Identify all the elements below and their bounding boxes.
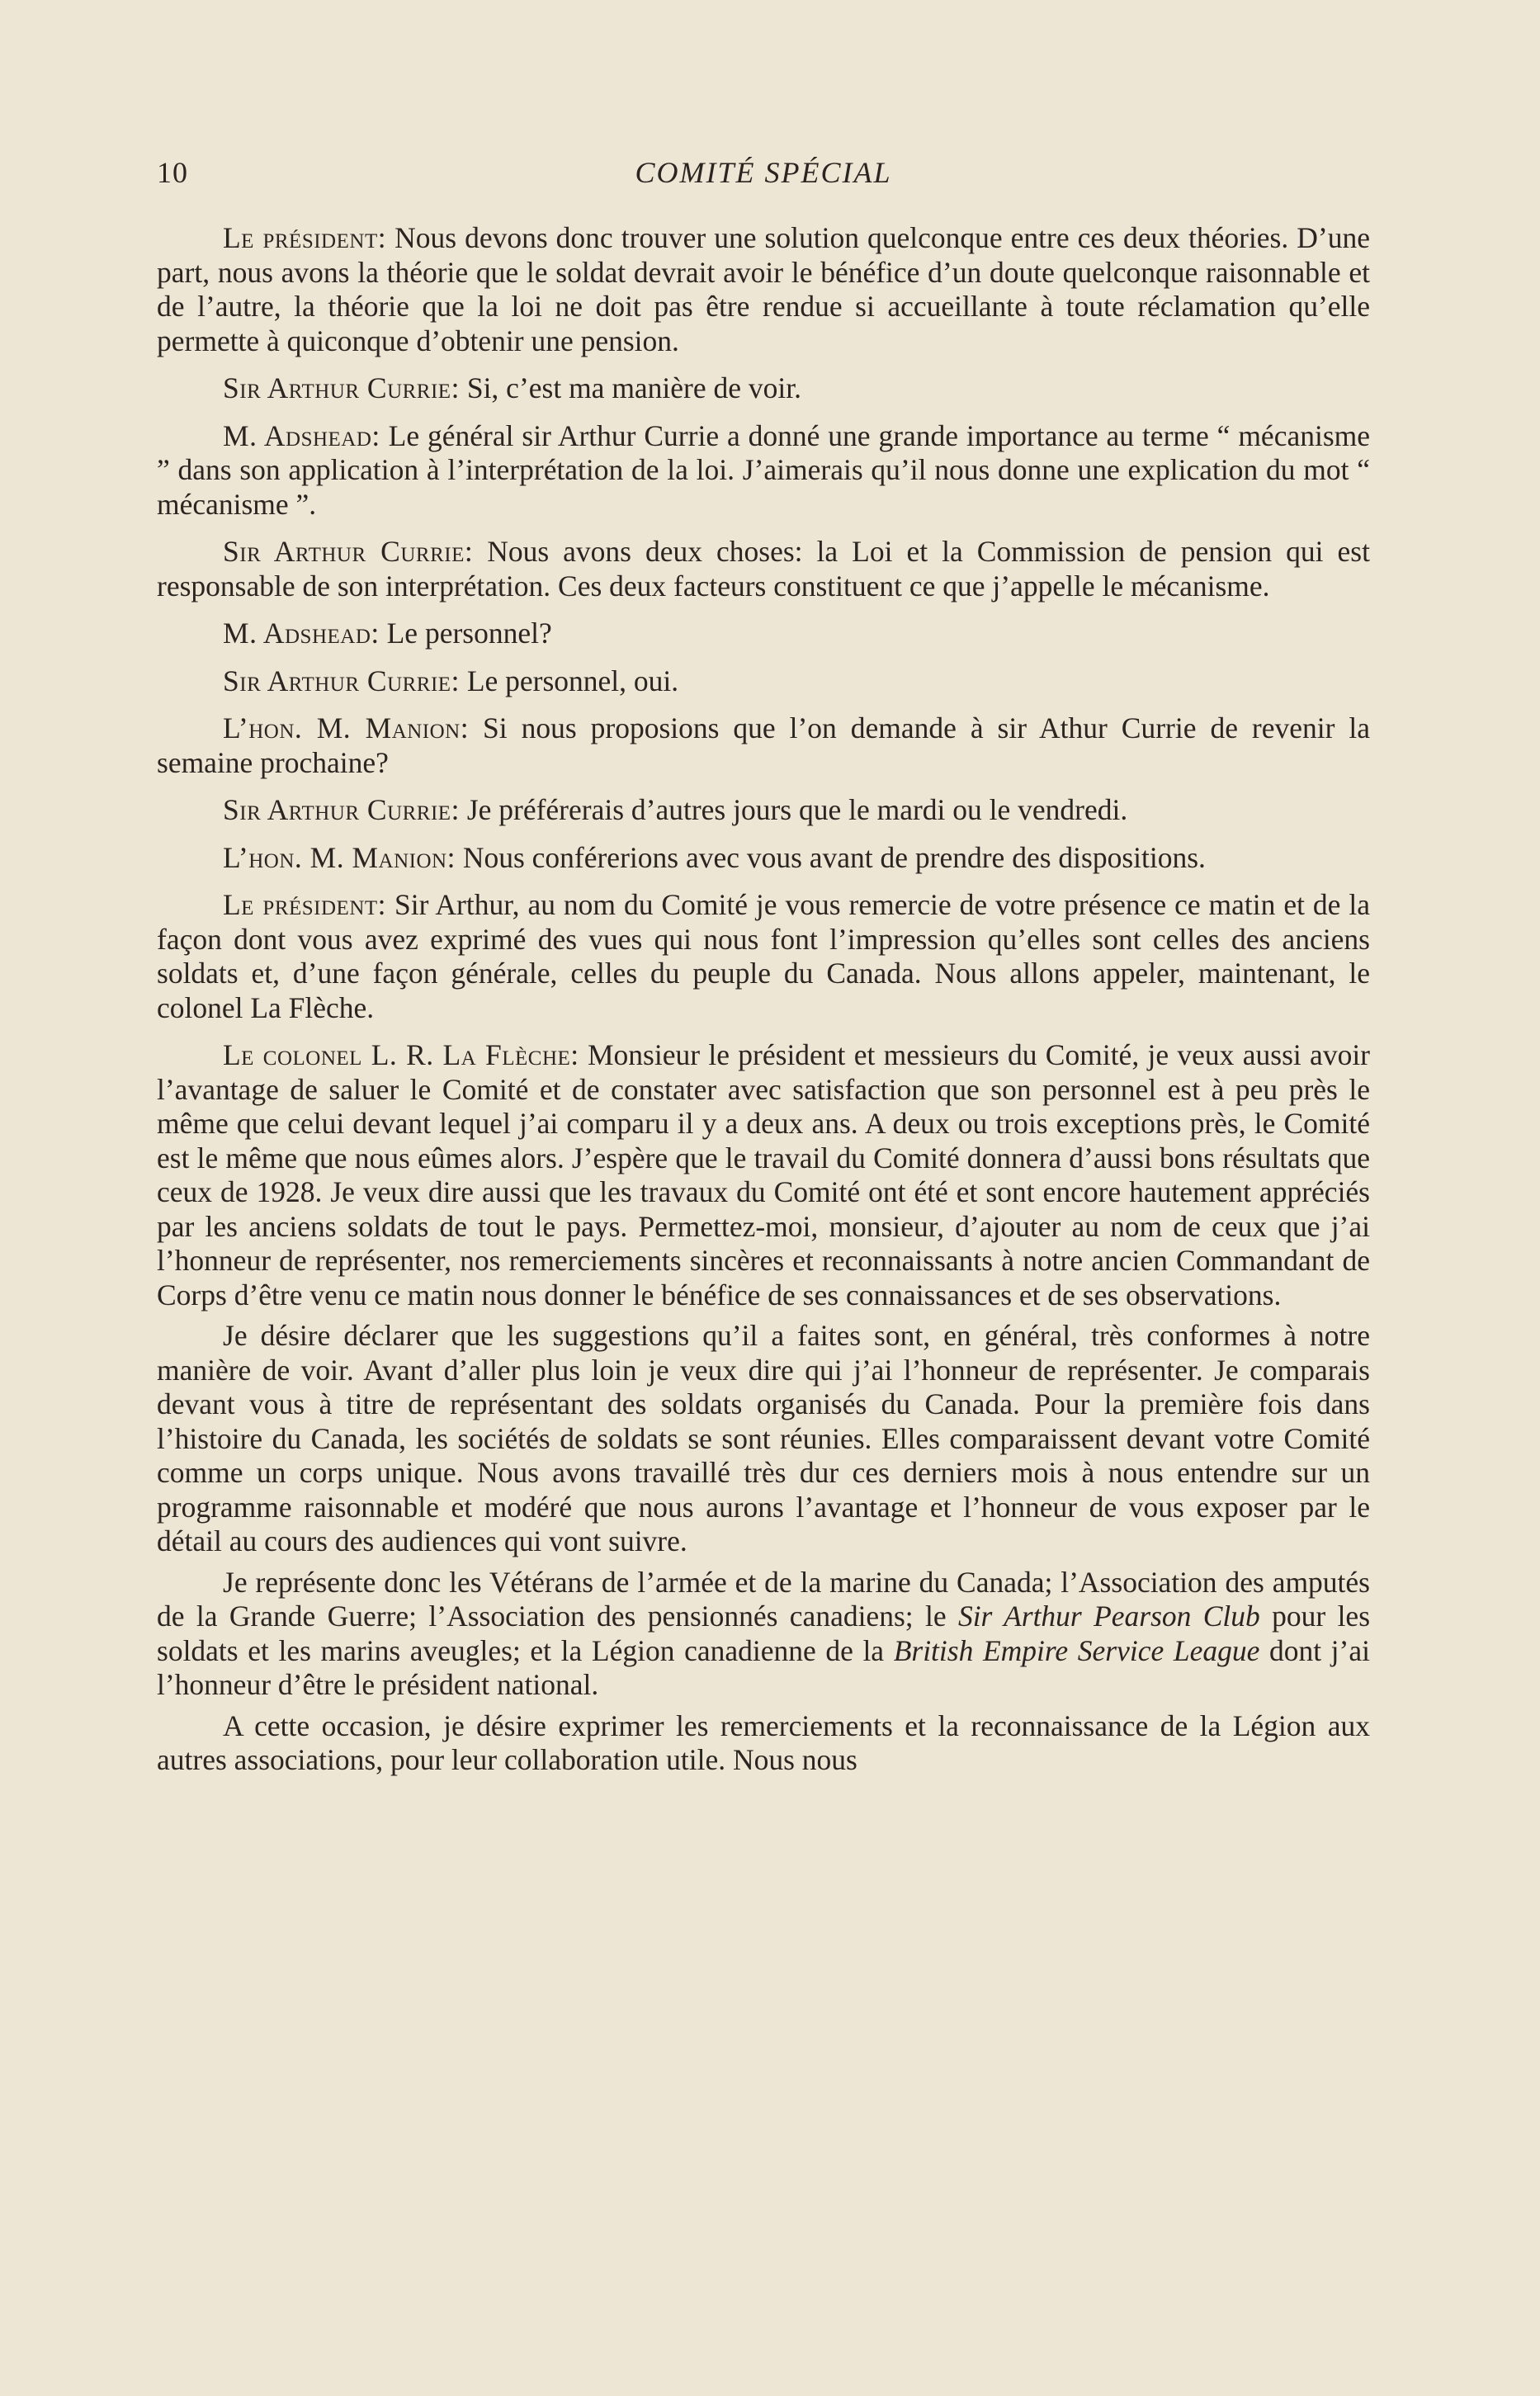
page-body [157, 221, 1370, 1784]
speaker-name: Sir Arthur Currie: [223, 371, 460, 404]
speaker-name: Le colonel L. R. La Flèche: [223, 1038, 579, 1071]
paragraph-text: pour les soldats et les marins aveugles; et la Légion canadienne de la [157, 1600, 1371, 1667]
paragraph [157, 888, 1370, 1025]
speaker-name: M. Adshead: [223, 418, 380, 452]
page-number: 10 [157, 156, 188, 189]
page-header [157, 155, 1370, 198]
paragraph-text: Nous devons donc trouver une solution quelconque entre ces deux théories. D’une part, nous avons la théorie que le soldat devrait avoir le bénéfice d’un doute quelconque raisonnable et de l’autre, la théorie que la loi ne doit pas être rendue si accueillante à toute réclamation qu’elle permette à quiconque d’obtenir une pension. [157, 221, 1370, 357]
speaker-name: Sir Arthur Currie: [223, 793, 460, 826]
paragraph-text: A cette occasion, je désire exprimer les remerciements et la reconnaissance de la Légion aux autres associations, pour leur collaboration utile. Nous nous [157, 1708, 1370, 1776]
paragraph-text: Nous avons deux choses: la Loi et la Commission de pension qui est responsable de son interprétation. Ces deux facteurs constituent ce que j’appelle le mécanisme. [157, 535, 1370, 603]
paragraph-text: Je désire déclarer que les suggestions qu’il a faites sont, en général, très conformes à notre manière de voir. Avant d’aller plus loin je veux dire qui j’ai l’honneur de représenter. Je comparais devant vous à titre de représentant des soldats organisés du Canada. Pour la première fois dans l’histoire du Canada, les sociétés de soldats se sont réunies. Elles comparaissent devant votre Comité comme un corps unique. Nous avons travaillé très dur ces derniers mois à nous entendre sur un programme raisonnable et modéré que nous aurons l’avantage et l’honneur de vous exposer par le détail au cours des audiences qui vont suivre. [157, 1319, 1370, 1557]
paragraph [157, 617, 1370, 651]
paragraph [157, 664, 1370, 699]
speaker-name: Sir Arthur Currie: [223, 535, 474, 568]
paragraph-text: Sir Arthur, au nom du Comité je vous remercie de votre présence ce matin et de la façon dont vous avez exprimé des vues qui nous font l’impression qu’elles sont celles des anciens soldats et, d’une façon générale, celles du peuple du Canada. Nous allons appeler, maintenant, le colonel La Flèche. [157, 888, 1370, 1024]
speaker-name: M. Adshead: [223, 617, 380, 650]
paragraph [157, 419, 1370, 522]
league-name-italic: British Empire Service League [893, 1633, 1260, 1667]
paragraph-text: Monsieur le président et messieurs du Comité, je veux aussi avoir l’avantage de saluer le Comité et de constater avec satisfaction que son personnel est à peu près le même que celui devant lequel j’ai comparu il y a deux ans. A deux ou trois exceptions près, le Comité est le même que nous eûmes alors. J’espère que le travail du Comité donnera d’aussi bons résultats que ceux de 1928. Je veux dire aussi que les travaux du Comité ont été et sont encore hautement appréciés par les anciens soldats de tout le pays. Permettez-moi, monsieur, d’ajouter au nom de ceux que j’ai l’honneur de représenter, nos remerciements sincères et reconnaissants à notre ancien Commandant de Corps d’être venu ce matin nous donner le bénéfice de ses connaissances et de ses observations. [157, 1038, 1370, 1311]
paragraph-text: Le général sir Arthur Currie a donné une grande importance au terme “ mécanisme ” dans son application à l’interprétation de la loi. J’aimerais qu’il nous donne une explication du mot “ mécanisme ”. [157, 418, 1371, 521]
paragraph [157, 1038, 1370, 1312]
paragraph-text: Si, c’est ma manière de voir. [459, 371, 801, 404]
speaker-name: L’hon. M. Manion: [223, 840, 456, 874]
paragraph-text: Je préférerais d’autres jours que le mardi ou le vendredi. [459, 793, 1128, 826]
club-name-italic: Sir Arthur Pearson Club [957, 1600, 1260, 1633]
paragraph [157, 841, 1370, 876]
paragraph [157, 1709, 1370, 1778]
speaker-name: Sir Arthur Currie: [223, 664, 460, 697]
speaker-name: Le président: [223, 888, 387, 921]
paragraph [157, 371, 1370, 406]
paragraph [157, 1566, 1370, 1703]
paragraph-text: Nous conférerions avec vous avant de prendre des dispositions. [455, 840, 1206, 874]
paragraph-text: Je représente donc les Vétérans de l’armée et de la marine du Canada; l’Association des amputés de la Grande Guerre; l’Association des pensionnés canadiens; le [157, 1565, 1370, 1633]
paragraph [157, 1319, 1370, 1559]
speaker-name: Le président: [223, 221, 387, 254]
paragraph [157, 711, 1370, 780]
speaker-name: L’hon. M. Manion: [223, 711, 470, 744]
paragraph [157, 221, 1370, 358]
running-head: COMITÉ SPÉCIAL [635, 156, 892, 189]
paragraph-text: Le personnel? [379, 617, 552, 650]
paragraph-text: Si nous proposions que l’on demande à sir Athur Currie de revenir la semaine prochaine? [157, 711, 1370, 779]
paragraph-text: Le personnel, oui. [459, 664, 679, 697]
paragraph-text: dont j’ai l’honneur d’être le président national. [157, 1633, 1370, 1701]
paragraph [157, 535, 1370, 603]
paragraph [157, 793, 1370, 828]
